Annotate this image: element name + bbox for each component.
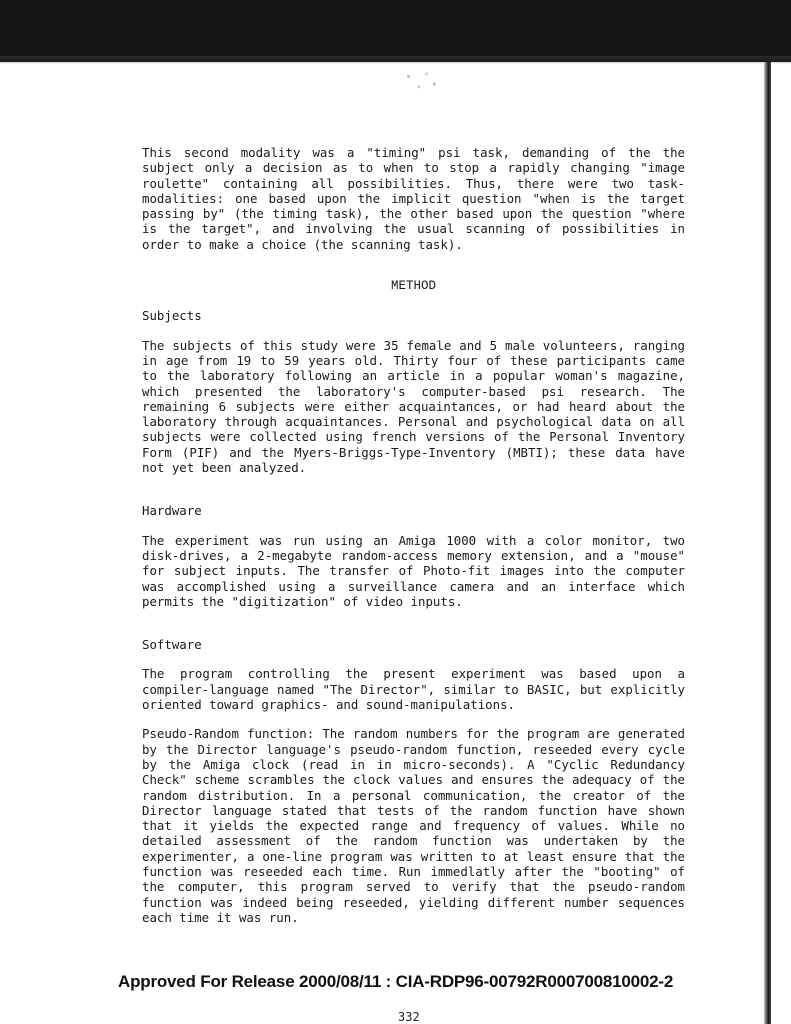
scan-top-border	[0, 0, 791, 62]
method-heading: METHOD	[390, 279, 436, 294]
software-heading: Software	[142, 637, 202, 653]
subjects-heading: Subjects	[142, 308, 202, 324]
hardware-heading: Hardware	[142, 503, 202, 519]
scan-artifact	[398, 66, 450, 92]
scan-shadow	[0, 56, 791, 64]
release-stamp: Approved For Release 2000/08/11 : CIA-RDP96-00792R000700810002-2	[118, 972, 674, 991]
page-number: 332	[398, 1010, 420, 1024]
subjects-paragraph: The subjects of this study were 35 female and 5 male volunteers, ranging in age from 19 to 59 years old. Thirty four of these participants came to the laboratory following an article in a popular woman's magazine, which presented the laboratory's computer-based psi research. The remaining 6 subjects were either acquaintances, or had heard about the laboratory through acquaintances. Personal and psychological data on all subjects were collected using french versions of the Personal Inventory Form (PIF) and the Myers-Briggs-Type-Inventory (MBTI); these data have not yet been analyzed.	[142, 337, 685, 476]
pseudo-random-paragraph: Pseudo-Random function: The random numbers for the program are generated by the Director language's pseudo-random function, reseeded every cycle by the Amiga clock (read in in micro-seconds). A "Cyclic Redundancy Check" scheme scrambles the clock values and ensures the adequacy of the random distribution. In a personal communication, the creator of the Director language stated that tests of the random function have shown that it yields the expected range and frequency of values. While no detailed assessment of the random function was undertaken by the experimenter, a one-line program was written to at least ensure that the function was reseeded each time. Run immedlatly after the "booting" of the computer, this program served to verify that the pseudo-random function was indeed being reseeded, yielding different number sequences each time it was run.	[142, 726, 685, 925]
software-paragraph: The program controlling the present experiment was based upon a compiler-language named "The Director", similar to BASIC, but explicitly oriented toward graphics- and sound-manipulations.	[142, 666, 685, 713]
scan-right-edge	[764, 62, 771, 1024]
document-body	[142, 145, 685, 925]
hardware-paragraph: The experiment was run using an Amiga 1000 with a color monitor, two disk-drives, a 2-megabyte random-access memory extension, and a "mouse" for subject inputs. The transfer of Photo-fit images into the computer was accomplished using a surveillance camera and an interface which permits the "digitization" of video inputs.	[142, 532, 685, 609]
intro-paragraph: This second modality was a "timing" psi task, demanding of the the subject only a decision as to when to stop a rapidly changing "image roulette" containing all possibilities. Thus, there were two task-modalities: one based upon the implicit question "when is the target passing by" (the timing task), the other based upon the question "where is the target", and involving the usual scanning of possibilities in order to make a choice (the scanning task).	[142, 145, 685, 252]
